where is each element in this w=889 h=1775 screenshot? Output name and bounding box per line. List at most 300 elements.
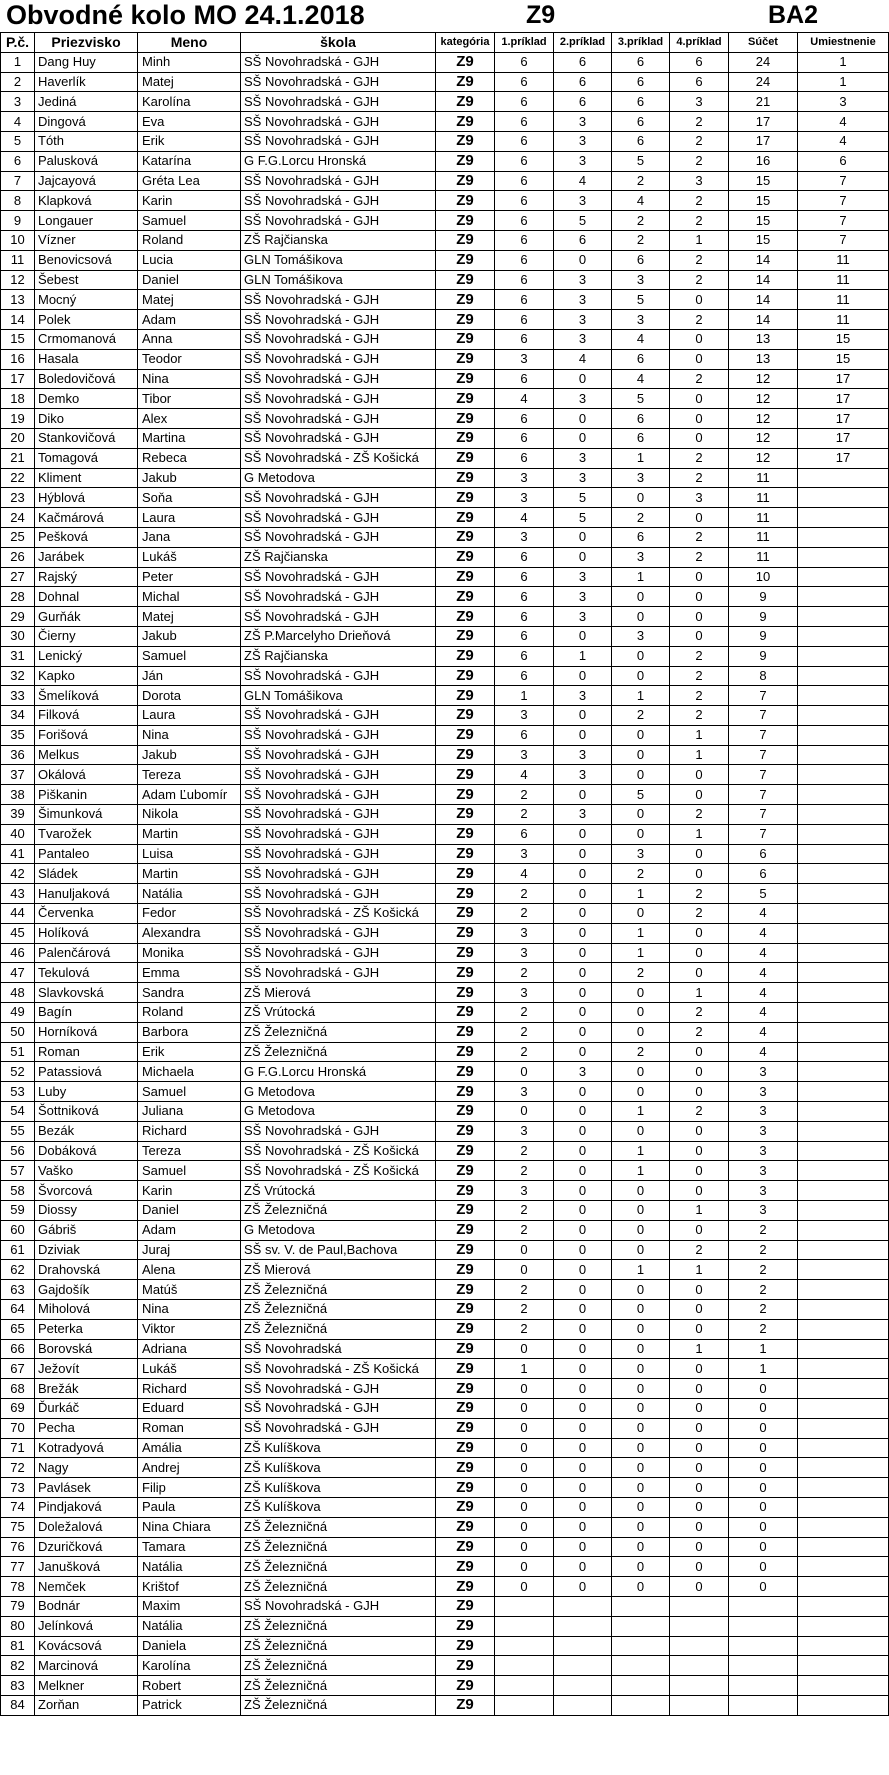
task-2-score-cell: 6 xyxy=(554,230,612,250)
task-1-score-cell: 3 xyxy=(495,983,554,1003)
surname-cell: Borovská xyxy=(35,1339,138,1359)
school-cell: SŠ Novohradská - GJH xyxy=(241,527,436,547)
rank-cell xyxy=(798,1161,889,1181)
rank-cell: 15 xyxy=(798,349,889,369)
row-number-cell: 66 xyxy=(1,1339,35,1359)
task-2-score-cell: 3 xyxy=(554,587,612,607)
table-row xyxy=(1,844,889,864)
first-name-cell: Adriana xyxy=(138,1339,241,1359)
task-2-score-cell: 0 xyxy=(554,785,612,805)
task-3-score-cell: 0 xyxy=(612,1003,670,1023)
school-cell: ZŠ Železničná xyxy=(241,1280,436,1300)
task-3-score-cell: 1 xyxy=(612,1260,670,1280)
first-name-cell: Adam Ľubomír xyxy=(138,785,241,805)
total-score-cell xyxy=(729,1596,798,1616)
task-2-score-cell: 0 xyxy=(554,1359,612,1379)
school-cell: G Metodova xyxy=(241,468,436,488)
first-name-cell: Jana xyxy=(138,527,241,547)
task-2-score-cell: 0 xyxy=(554,1240,612,1260)
task-1-score-cell: 6 xyxy=(495,92,554,112)
rank-cell xyxy=(798,1220,889,1240)
task-1-score-cell: 6 xyxy=(495,171,554,191)
task-4-score-cell: 0 xyxy=(670,587,729,607)
total-score-cell: 0 xyxy=(729,1478,798,1498)
table-row xyxy=(1,626,889,646)
table-row xyxy=(1,1438,889,1458)
table-row xyxy=(1,448,889,468)
rank-cell xyxy=(798,527,889,547)
table-row xyxy=(1,270,889,290)
total-score-cell: 11 xyxy=(729,468,798,488)
task-2-score-cell: 1 xyxy=(554,646,612,666)
table-row xyxy=(1,1478,889,1498)
task-1-score-cell: 0 xyxy=(495,1418,554,1438)
task-2-score-cell: 6 xyxy=(554,92,612,112)
rank-cell xyxy=(798,607,889,627)
first-name-cell: Jakub xyxy=(138,745,241,765)
surname-cell: Jediná xyxy=(35,92,138,112)
rank-cell xyxy=(798,1022,889,1042)
task-3-score-cell: 6 xyxy=(612,250,670,270)
task-3-score-cell: 4 xyxy=(612,329,670,349)
total-score-cell: 0 xyxy=(729,1537,798,1557)
table-row xyxy=(1,1537,889,1557)
task-1-score-cell: 6 xyxy=(495,250,554,270)
first-name-cell: Alexandra xyxy=(138,923,241,943)
table-row xyxy=(1,92,889,112)
school-cell: SŠ Novohradská - GJH xyxy=(241,725,436,745)
task-4-score-cell: 2 xyxy=(670,884,729,904)
task-1-score-cell: 2 xyxy=(495,1003,554,1023)
total-score-cell: 4 xyxy=(729,1022,798,1042)
task-1-score-cell: 0 xyxy=(495,1240,554,1260)
row-number-cell: 50 xyxy=(1,1022,35,1042)
task-1-score-cell: 0 xyxy=(495,1537,554,1557)
first-name-cell: Luisa xyxy=(138,844,241,864)
task-4-score-cell: 0 xyxy=(670,1280,729,1300)
first-name-cell: Daniela xyxy=(138,1636,241,1656)
row-number-cell: 14 xyxy=(1,310,35,330)
total-score-cell: 8 xyxy=(729,666,798,686)
total-score-cell: 2 xyxy=(729,1220,798,1240)
task-2-score-cell: 3 xyxy=(554,765,612,785)
table-row xyxy=(1,1161,889,1181)
group-label: BA2 xyxy=(768,1,819,29)
task-4-score-cell: 2 xyxy=(670,211,729,231)
first-name-cell: Juraj xyxy=(138,1240,241,1260)
task-4-score-cell: 0 xyxy=(670,1438,729,1458)
task-2-score-cell: 3 xyxy=(554,448,612,468)
first-name-cell: Anna xyxy=(138,329,241,349)
surname-cell: Peterka xyxy=(35,1319,138,1339)
category-cell: Z9 xyxy=(436,1280,495,1300)
table-row xyxy=(1,1240,889,1260)
school-cell: SŠ Novohradská - GJH xyxy=(241,428,436,448)
category-cell: Z9 xyxy=(436,488,495,508)
row-number-cell: 56 xyxy=(1,1141,35,1161)
category-cell: Z9 xyxy=(436,349,495,369)
task-1-score-cell: 6 xyxy=(495,52,554,72)
row-number-cell: 38 xyxy=(1,785,35,805)
task-4-score-cell: 0 xyxy=(670,409,729,429)
task-4-score-cell xyxy=(670,1695,729,1715)
task-2-score-cell: 5 xyxy=(554,488,612,508)
rank-cell: 7 xyxy=(798,230,889,250)
total-score-cell: 7 xyxy=(729,686,798,706)
total-score-cell: 2 xyxy=(729,1240,798,1260)
task-1-score-cell xyxy=(495,1596,554,1616)
school-cell: SŠ Novohradská - GJH xyxy=(241,1418,436,1438)
total-score-cell: 13 xyxy=(729,329,798,349)
table-row xyxy=(1,963,889,983)
category-cell: Z9 xyxy=(436,963,495,983)
task-3-score-cell: 6 xyxy=(612,92,670,112)
task-3-score-cell xyxy=(612,1636,670,1656)
surname-cell: Kotradyová xyxy=(35,1438,138,1458)
row-number-cell: 7 xyxy=(1,171,35,191)
first-name-cell: Peter xyxy=(138,567,241,587)
rank-cell: 11 xyxy=(798,250,889,270)
task-4-score-cell: 0 xyxy=(670,1062,729,1082)
table-row xyxy=(1,1181,889,1201)
total-score-cell: 9 xyxy=(729,626,798,646)
task-3-score-cell: 1 xyxy=(612,448,670,468)
first-name-cell: Daniel xyxy=(138,270,241,290)
first-name-cell: Richard xyxy=(138,1379,241,1399)
total-score-cell: 7 xyxy=(729,725,798,745)
rank-cell: 4 xyxy=(798,131,889,151)
table-row xyxy=(1,805,889,825)
task-3-score-cell: 5 xyxy=(612,389,670,409)
task-3-score-cell: 0 xyxy=(612,1300,670,1320)
surname-cell: Lenický xyxy=(35,646,138,666)
surname-cell: Vízner xyxy=(35,230,138,250)
rank-cell: 11 xyxy=(798,270,889,290)
surname-cell: Pavlásek xyxy=(35,1478,138,1498)
total-score-cell: 0 xyxy=(729,1577,798,1597)
task-3-score-cell: 0 xyxy=(612,1557,670,1577)
task-4-score-cell: 0 xyxy=(670,428,729,448)
category-cell: Z9 xyxy=(436,923,495,943)
category-cell: Z9 xyxy=(436,1616,495,1636)
task-3-score-cell: 3 xyxy=(612,844,670,864)
task-4-score-cell xyxy=(670,1596,729,1616)
category-cell: Z9 xyxy=(436,686,495,706)
task-4-score-cell: 2 xyxy=(670,805,729,825)
task-3-score-cell: 6 xyxy=(612,112,670,132)
task-3-score-cell: 0 xyxy=(612,1418,670,1438)
row-number-cell: 62 xyxy=(1,1260,35,1280)
school-cell: ZŠ Kulíškova xyxy=(241,1438,436,1458)
surname-cell: Marcinová xyxy=(35,1656,138,1676)
category-cell: Z9 xyxy=(436,448,495,468)
category-cell: Z9 xyxy=(436,1537,495,1557)
row-number-cell: 49 xyxy=(1,1003,35,1023)
row-number-cell: 83 xyxy=(1,1676,35,1696)
first-name-cell: Matúš xyxy=(138,1280,241,1300)
surname-cell: Bodnár xyxy=(35,1596,138,1616)
surname-cell: Brežák xyxy=(35,1379,138,1399)
task-3-score-cell: 0 xyxy=(612,1537,670,1557)
task-4-score-cell: 3 xyxy=(670,171,729,191)
table-row xyxy=(1,824,889,844)
task-3-score-cell: 0 xyxy=(612,904,670,924)
rank-cell xyxy=(798,626,889,646)
task-3-score-cell: 3 xyxy=(612,468,670,488)
table-row xyxy=(1,785,889,805)
table-row xyxy=(1,389,889,409)
category-cell: Z9 xyxy=(436,310,495,330)
task-4-score-cell: 0 xyxy=(670,1577,729,1597)
school-cell: SŠ Novohradská - GJH xyxy=(241,72,436,92)
school-cell: SŠ Novohradská - GJH xyxy=(241,52,436,72)
surname-cell: Šebest xyxy=(35,270,138,290)
col-task-2-header: 2.príklad xyxy=(554,33,612,53)
table-row xyxy=(1,1082,889,1102)
row-number-cell: 15 xyxy=(1,329,35,349)
row-number-cell: 68 xyxy=(1,1379,35,1399)
task-2-score-cell: 0 xyxy=(554,1557,612,1577)
surname-cell: Dziviak xyxy=(35,1240,138,1260)
total-score-cell: 13 xyxy=(729,349,798,369)
row-number-cell: 5 xyxy=(1,131,35,151)
surname-cell: Mocný xyxy=(35,290,138,310)
school-cell: SŠ Novohradská - GJH xyxy=(241,1596,436,1616)
task-1-score-cell: 0 xyxy=(495,1260,554,1280)
row-number-cell: 26 xyxy=(1,547,35,567)
category-cell: Z9 xyxy=(436,1339,495,1359)
table-row xyxy=(1,1359,889,1379)
row-number-cell: 72 xyxy=(1,1458,35,1478)
task-2-score-cell: 0 xyxy=(554,666,612,686)
task-1-score-cell: 6 xyxy=(495,270,554,290)
task-4-score-cell: 2 xyxy=(670,448,729,468)
surname-cell: Diossy xyxy=(35,1201,138,1221)
table-row xyxy=(1,1577,889,1597)
school-cell: SŠ Novohradská - GJH xyxy=(241,92,436,112)
school-cell: ZŠ Železničná xyxy=(241,1042,436,1062)
surname-cell: Švorcová xyxy=(35,1181,138,1201)
row-number-cell: 51 xyxy=(1,1042,35,1062)
school-cell: SŠ Novohradská - GJH xyxy=(241,884,436,904)
task-2-score-cell: 0 xyxy=(554,1220,612,1240)
task-4-score-cell: 1 xyxy=(670,1201,729,1221)
row-number-cell: 61 xyxy=(1,1240,35,1260)
category-cell: Z9 xyxy=(436,1636,495,1656)
category-cell: Z9 xyxy=(436,112,495,132)
school-cell: SŠ Novohradská - GJH xyxy=(241,171,436,191)
task-1-score-cell: 0 xyxy=(495,1517,554,1537)
surname-cell: Červenka xyxy=(35,904,138,924)
surname-cell: Dingová xyxy=(35,112,138,132)
table-row xyxy=(1,1517,889,1537)
table-row xyxy=(1,864,889,884)
rank-cell xyxy=(798,1181,889,1201)
rank-cell xyxy=(798,1141,889,1161)
task-4-score-cell: 2 xyxy=(670,1102,729,1122)
task-3-score-cell: 0 xyxy=(612,666,670,686)
total-score-cell: 12 xyxy=(729,369,798,389)
rank-cell xyxy=(798,745,889,765)
first-name-cell: Roman xyxy=(138,1418,241,1438)
first-name-cell: Matej xyxy=(138,607,241,627)
task-3-score-cell: 0 xyxy=(612,1478,670,1498)
rank-cell xyxy=(798,1042,889,1062)
task-1-score-cell: 4 xyxy=(495,508,554,528)
total-score-cell: 11 xyxy=(729,547,798,567)
surname-cell: Gurňák xyxy=(35,607,138,627)
school-cell: ZŠ Železničná xyxy=(241,1676,436,1696)
task-1-score-cell: 2 xyxy=(495,1022,554,1042)
first-name-cell: Nina xyxy=(138,1300,241,1320)
task-2-score-cell: 3 xyxy=(554,270,612,290)
task-3-score-cell xyxy=(612,1616,670,1636)
category-cell: Z9 xyxy=(436,1478,495,1498)
task-1-score-cell xyxy=(495,1636,554,1656)
total-score-cell: 14 xyxy=(729,310,798,330)
category-cell: Z9 xyxy=(436,230,495,250)
task-2-score-cell: 3 xyxy=(554,329,612,349)
rank-cell xyxy=(798,1319,889,1339)
total-score-cell: 7 xyxy=(729,745,798,765)
row-number-cell: 17 xyxy=(1,369,35,389)
task-2-score-cell: 0 xyxy=(554,904,612,924)
school-cell: SŠ Novohradská - GJH xyxy=(241,567,436,587)
task-2-score-cell: 0 xyxy=(554,1458,612,1478)
rank-cell: 17 xyxy=(798,448,889,468)
task-2-score-cell xyxy=(554,1695,612,1715)
task-1-score-cell: 6 xyxy=(495,626,554,646)
school-cell: SŠ Novohradská - GJH xyxy=(241,785,436,805)
total-score-cell: 1 xyxy=(729,1359,798,1379)
row-number-cell: 8 xyxy=(1,191,35,211)
task-3-score-cell: 1 xyxy=(612,1102,670,1122)
table-row xyxy=(1,1339,889,1359)
task-3-score-cell: 0 xyxy=(612,1062,670,1082)
total-score-cell: 15 xyxy=(729,171,798,191)
task-3-score-cell: 0 xyxy=(612,725,670,745)
category-cell: Z9 xyxy=(436,1003,495,1023)
first-name-cell: Eva xyxy=(138,112,241,132)
task-2-score-cell xyxy=(554,1596,612,1616)
first-name-cell: Alena xyxy=(138,1260,241,1280)
task-4-score-cell: 2 xyxy=(670,646,729,666)
first-name-cell: Matej xyxy=(138,72,241,92)
task-3-score-cell: 0 xyxy=(612,745,670,765)
task-3-score-cell: 1 xyxy=(612,1141,670,1161)
task-1-score-cell: 0 xyxy=(495,1379,554,1399)
school-cell: GLN Tomášikova xyxy=(241,686,436,706)
rank-cell xyxy=(798,1478,889,1498)
row-number-cell: 84 xyxy=(1,1695,35,1715)
rank-cell xyxy=(798,765,889,785)
table-row xyxy=(1,1656,889,1676)
rank-cell xyxy=(798,1082,889,1102)
table-row xyxy=(1,1379,889,1399)
table-row xyxy=(1,983,889,1003)
task-3-score-cell: 0 xyxy=(612,1398,670,1418)
task-2-score-cell: 4 xyxy=(554,349,612,369)
task-2-score-cell: 6 xyxy=(554,52,612,72)
results-table xyxy=(0,32,889,1716)
table-row xyxy=(1,72,889,92)
total-score-cell: 1 xyxy=(729,1339,798,1359)
task-4-score-cell: 1 xyxy=(670,824,729,844)
task-2-score-cell: 3 xyxy=(554,805,612,825)
row-number-cell: 32 xyxy=(1,666,35,686)
total-score-cell: 4 xyxy=(729,963,798,983)
task-4-score-cell: 0 xyxy=(670,1141,729,1161)
school-cell: G F.G.Lorcu Hronská xyxy=(241,1062,436,1082)
rank-cell xyxy=(798,1359,889,1379)
row-number-cell: 28 xyxy=(1,587,35,607)
task-3-score-cell: 0 xyxy=(612,1240,670,1260)
surname-cell: Hasala xyxy=(35,349,138,369)
task-2-score-cell: 0 xyxy=(554,1181,612,1201)
surname-cell: Kačmárová xyxy=(35,508,138,528)
task-2-score-cell: 3 xyxy=(554,112,612,132)
school-cell: ZŠ Železničná xyxy=(241,1201,436,1221)
school-cell: ZŠ Kulíškova xyxy=(241,1497,436,1517)
row-number-cell: 52 xyxy=(1,1062,35,1082)
task-2-score-cell xyxy=(554,1656,612,1676)
surname-cell: Gajdošík xyxy=(35,1280,138,1300)
first-name-cell: Jakub xyxy=(138,626,241,646)
row-number-cell: 45 xyxy=(1,923,35,943)
task-3-score-cell: 0 xyxy=(612,1121,670,1141)
row-number-cell: 43 xyxy=(1,884,35,904)
rank-cell xyxy=(798,824,889,844)
table-row xyxy=(1,1141,889,1161)
school-cell: ZŠ Rajčianska xyxy=(241,230,436,250)
category-cell: Z9 xyxy=(436,1497,495,1517)
task-1-score-cell: 2 xyxy=(495,1319,554,1339)
row-number-cell: 46 xyxy=(1,943,35,963)
total-score-cell xyxy=(729,1676,798,1696)
rank-cell xyxy=(798,1557,889,1577)
surname-cell: Ďurkáč xyxy=(35,1398,138,1418)
row-number-cell: 1 xyxy=(1,52,35,72)
category-cell: Z9 xyxy=(436,1418,495,1438)
first-name-cell: Eduard xyxy=(138,1398,241,1418)
surname-cell: Roman xyxy=(35,1042,138,1062)
school-cell: ZŠ Vrútocká xyxy=(241,1003,436,1023)
row-number-cell: 77 xyxy=(1,1557,35,1577)
rank-cell xyxy=(798,1676,889,1696)
task-1-score-cell: 6 xyxy=(495,448,554,468)
first-name-cell: Tereza xyxy=(138,765,241,785)
total-score-cell: 11 xyxy=(729,488,798,508)
task-3-score-cell: 6 xyxy=(612,409,670,429)
task-4-score-cell: 1 xyxy=(670,745,729,765)
task-3-score-cell: 0 xyxy=(612,1339,670,1359)
school-cell: G Metodova xyxy=(241,1102,436,1122)
table-row xyxy=(1,1022,889,1042)
surname-cell: Stankovičová xyxy=(35,428,138,448)
total-score-cell: 2 xyxy=(729,1260,798,1280)
category-cell: Z9 xyxy=(436,884,495,904)
table-row xyxy=(1,1319,889,1339)
row-number-cell: 29 xyxy=(1,607,35,627)
row-number-cell: 60 xyxy=(1,1220,35,1240)
first-name-cell: Karin xyxy=(138,191,241,211)
task-1-score-cell: 6 xyxy=(495,112,554,132)
rank-cell xyxy=(798,1260,889,1280)
total-score-cell: 9 xyxy=(729,587,798,607)
task-1-score-cell xyxy=(495,1676,554,1696)
table-header-row xyxy=(1,33,889,53)
first-name-cell: Katarína xyxy=(138,151,241,171)
